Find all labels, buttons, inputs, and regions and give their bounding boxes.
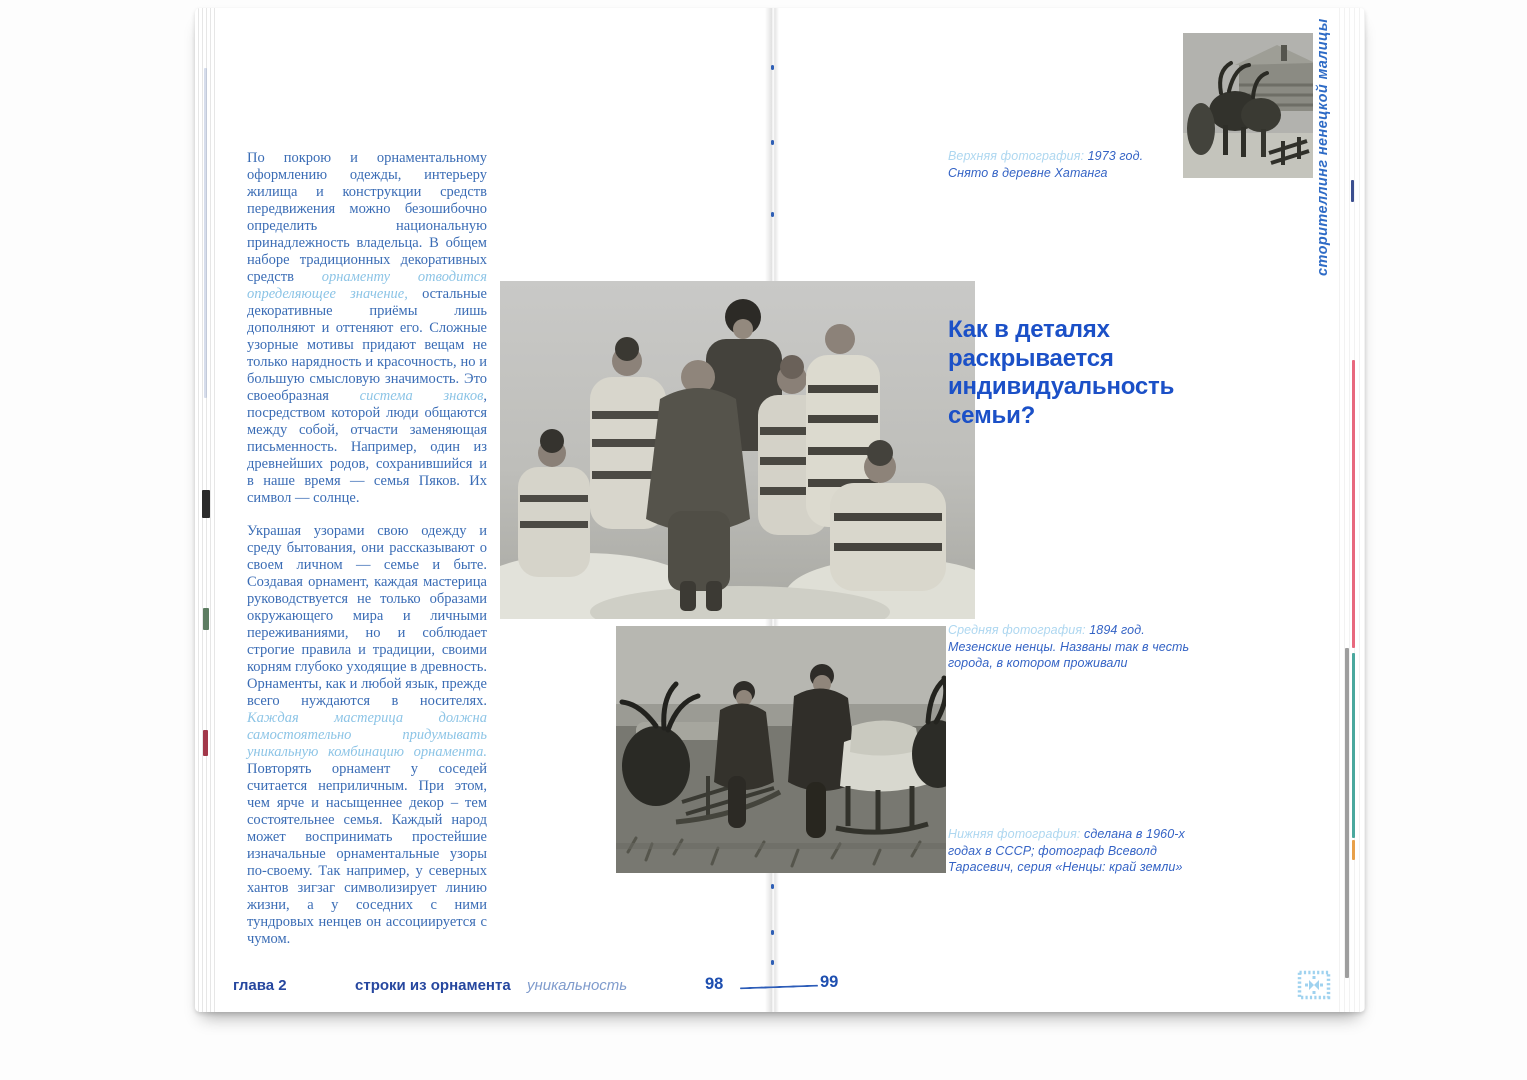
caption-top-photo (948, 148, 1166, 181)
footer-book-title: строки из орнамента (355, 977, 511, 994)
edge-mark-blue (204, 68, 207, 398)
book-edge-right (1339, 8, 1365, 1012)
tundra-sleds-photo (616, 626, 946, 873)
edge-mark-red (203, 730, 208, 756)
paragraph-text: Повторять орнамент у соседей считается неприличным. При этом, чем ярче и насыщеннее декор – тем состоятельнее семья. Каждый народ может воспринимать простейшие изначальные орнаментальные узоры по-своему. Так например, у северных хантов зигзаг символизирует линию жизни, а у соседних с ними тундровых ненцев он ассоциируется с чумом. (247, 761, 487, 947)
caption-text: сделана в 1960-х годах в СССР; фотограф Всеволд Тарасевич, серия «Ненцы: край земли» (948, 827, 1185, 874)
reindeer-house-photo (1183, 33, 1313, 178)
footer-chapter: глава 2 (233, 977, 287, 994)
caption-label: Средняя фотография: (948, 623, 1086, 637)
accent-phrase: система знаков (359, 388, 484, 404)
paragraph-text: Украшая узорами свою одежду и среду бытования, они рассказывают о своем личном — семье и быте. Создавая орнамент, каждая мастерица руководствуется не только образами окружающего мира и личными переживаниями, но и соблюдает строгие правила и традиции, своими корням глубоко уходящие в древность. Орнаменты, как и любой язык, прежде всего нуждаются в носителях. (247, 523, 487, 709)
caption-bottom-photo (948, 826, 1196, 876)
paragraph-text: По покрою и орнаментальному оформлению одежды, интерьеру жилища и конструкции средств передвижения можно безошибочно определить национальную принадлежность владельца. В общем наборе традиционных декоративных средств (247, 150, 487, 285)
paragraph-text: остальные декоративные приёмы лишь дополняют и оттеняют его. Сложные узорные мотивы придают вещам не только нарядность и красочность, но и большую смысловую значимость. Это своеобразная (247, 286, 487, 404)
edge-mark-orange (1352, 840, 1355, 860)
stamp-ornament-icon (1297, 970, 1331, 1000)
edge-mark-dark (1345, 648, 1349, 978)
edge-mark-navy (1351, 180, 1354, 202)
paragraph-text: , посредством которой люди общаются между собой, отчасти заменяющая письменность. Например, один из древнейших родов, сохранившийся и в наше время — семья Пяков. Их символ — солнце. (247, 388, 487, 506)
stitch-dot (771, 930, 774, 935)
stitch-dot (771, 960, 774, 965)
page-number-left: 98 (705, 975, 724, 993)
caption-label: Верхняя фотография: (948, 149, 1085, 163)
edge-mark-pink (1352, 360, 1355, 648)
page-connector-line (740, 985, 818, 990)
stitch-dot (771, 140, 774, 145)
caption-label: Нижняя фотография: (948, 827, 1081, 841)
stitch-dot (771, 65, 774, 70)
accent-phrase: орнаменту отводится определяющее значение, (247, 269, 487, 302)
stitch-dot (771, 212, 774, 217)
page-number-right: 99 (820, 973, 839, 991)
footer-section: уникальность (527, 977, 628, 994)
caption-middle-photo (948, 622, 1190, 672)
book-spread (195, 8, 1365, 1012)
accent-phrase: Каждая мастерица должна самостоятельно придумывать уникальную комбинацию орнамента. (247, 710, 487, 760)
edge-mark-green (203, 608, 209, 630)
article-heading: Как в деталях раскрывается индивидуальность семьи? (948, 316, 1175, 429)
stitch-dot (771, 884, 774, 889)
caption-text: 1894 год. Мезенские ненцы. Названы так в честь города, в котором проживали (948, 623, 1190, 670)
edge-mark-teal (1352, 653, 1355, 838)
book-edge-left (195, 8, 217, 1012)
edge-mark-black (202, 490, 210, 518)
caption-text: 1973 год. Снято в деревне Хатанга (948, 149, 1144, 180)
family-group-photo (500, 281, 975, 619)
vertical-margin-title: сторителлинг ненецкой малицы (1315, 18, 1331, 276)
